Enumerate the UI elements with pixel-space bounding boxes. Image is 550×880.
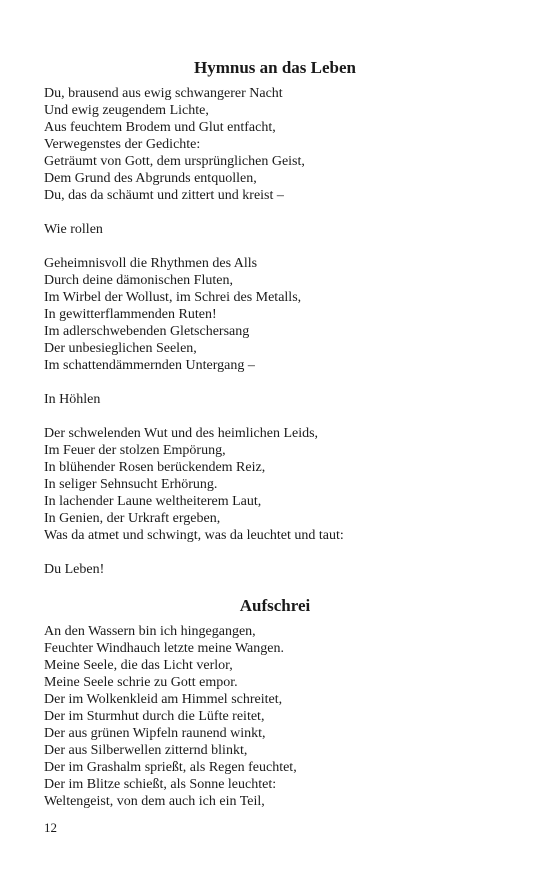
poem-line: In gewitterflammenden Ruten! bbox=[44, 307, 217, 322]
poem-line: Der unbesieglichen Seelen, bbox=[44, 341, 197, 356]
poem-line: In lachender Laune weltheiterem Laut, bbox=[44, 494, 262, 509]
poem-line: Der im Grashalm sprießt, als Regen feuchtet, bbox=[44, 760, 297, 775]
poem-line: Im schattendämmernden Untergang – bbox=[44, 358, 255, 373]
poem-line: Verwegenstes der Gedichte: bbox=[44, 137, 201, 152]
poem-line: Der aus grünen Wipfeln raunend winkt, bbox=[44, 726, 266, 741]
poem-line: In blühender Rosen berückendem Reiz, bbox=[44, 460, 266, 475]
poem-line: In seliger Sehnsucht Erhörung. bbox=[44, 477, 218, 492]
stanza-gap bbox=[44, 544, 344, 561]
poem-title-hymnus: Hymnus an das Leben bbox=[193, 58, 357, 77]
poem-line: Der im Wolkenkleid am Himmel schreitet, bbox=[44, 692, 283, 707]
poem-line: Meine Seele schrie zu Gott empor. bbox=[44, 675, 238, 690]
page-number: 12 bbox=[44, 820, 57, 835]
poem-line: Dem Grund des Abgrunds entquollen, bbox=[44, 171, 257, 186]
poem-line: Du, das da schäumt und zittert und kreist – bbox=[44, 188, 284, 203]
poem-line: Im adlerschwebenden Gletschersang bbox=[44, 324, 250, 339]
poem-line: An den Wassern bin ich hingegangen, bbox=[44, 624, 256, 639]
poem-line: In Höhlen bbox=[44, 392, 101, 407]
poem-line: Durch deine dämonischen Fluten, bbox=[44, 273, 233, 288]
poem-line: Im Wirbel der Wollust, im Schrei des Metalls, bbox=[44, 290, 302, 305]
poem-title-aufschrei: Aufschrei bbox=[239, 596, 311, 615]
poem-line: Der im Blitze schießt, als Sonne leuchtet: bbox=[44, 777, 277, 792]
stanza-gap bbox=[44, 408, 344, 425]
poem-line: Im Feuer der stolzen Empörung, bbox=[44, 443, 226, 458]
poem-line: In Genien, der Urkraft ergeben, bbox=[44, 511, 221, 526]
poem-line: Aus feuchtem Brodem und Glut entfacht, bbox=[44, 120, 276, 135]
poem-line: Weltengeist, von dem auch ich ein Teil, bbox=[44, 794, 265, 809]
poem-line: Der schwelenden Wut und des heimlichen Leids, bbox=[44, 426, 319, 441]
poem-line: Der aus Silberwellen zitternd blinkt, bbox=[44, 743, 248, 758]
poem-hymnus-text bbox=[44, 85, 344, 578]
poem-line: Geträumt von Gott, dem ursprünglichen Geist, bbox=[44, 154, 305, 169]
poem-aufschrei-text bbox=[44, 623, 297, 810]
poem-line: Meine Seele, die das Licht verlor, bbox=[44, 658, 233, 673]
poem-line: Der im Sturmhut durch die Lüfte reitet, bbox=[44, 709, 265, 724]
poem-line: Geheimnisvoll die Rhythmen des Alls bbox=[44, 256, 258, 271]
poem-line: Und ewig zeugendem Lichte, bbox=[44, 103, 209, 118]
stanza-gap bbox=[44, 374, 344, 391]
stanza-gap bbox=[44, 204, 344, 221]
poem-line: Du, brausend aus ewig schwangerer Nacht bbox=[44, 86, 283, 101]
stanza-gap bbox=[44, 238, 344, 255]
poem-line: Was da atmet und schwingt, was da leuchtet und taut: bbox=[44, 528, 344, 543]
poem-line: Du Leben! bbox=[44, 562, 105, 577]
poem-line: Wie rollen bbox=[44, 222, 103, 237]
poem-line: Feuchter Windhauch letzte meine Wangen. bbox=[44, 641, 284, 656]
